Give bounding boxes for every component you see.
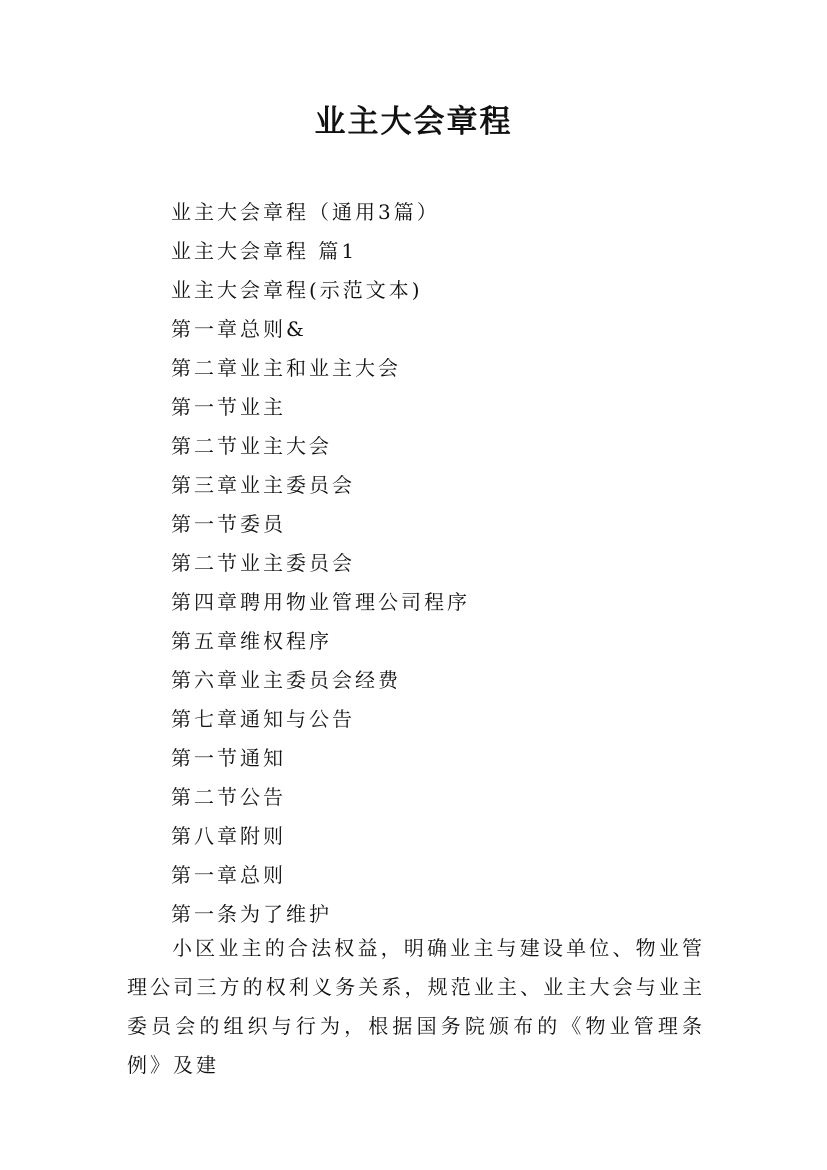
toc-item: 第二节业主大会 [171, 434, 332, 458]
toc-item: 第一章总则 [171, 863, 286, 887]
table-of-contents [171, 193, 470, 934]
toc-item: 业主大会章程（通用3篇） [171, 200, 440, 224]
toc-item: 第二章业主和业主大会 [171, 356, 401, 380]
toc-item: 第三章业主委员会 [171, 473, 355, 497]
body-paragraph: 小区业主的合法权益，明确业主与建设单位、物业管理公司三方的权利义务关系，规范业主、业主大会与业主委员会的组织与行为，根据国务院颁布的《物业管理条例》及建 [127, 936, 705, 1077]
toc-item: 第二节业主委员会 [171, 551, 355, 575]
toc-item: 第二节公告 [171, 785, 286, 809]
toc-item: 第八章附则 [171, 824, 286, 848]
toc-item: 第一节通知 [171, 746, 286, 770]
toc-item: 第一条为了维护 [171, 902, 332, 926]
toc-item: 第一节委员 [171, 512, 286, 536]
document-title: 业主大会章程 [314, 104, 513, 140]
toc-item: 第七章通知与公告 [171, 707, 355, 731]
toc-item: 第五章维权程序 [171, 629, 332, 653]
toc-item: 第四章聘用物业管理公司程序 [171, 590, 470, 614]
toc-item: 第一节业主 [171, 395, 286, 419]
toc-item: 第一章总则& [171, 317, 307, 341]
toc-item: 业主大会章程 篇1 [171, 239, 358, 263]
toc-item: 第六章业主委员会经费 [171, 668, 401, 692]
toc-item: 业主大会章程(示范文本) [171, 278, 423, 302]
